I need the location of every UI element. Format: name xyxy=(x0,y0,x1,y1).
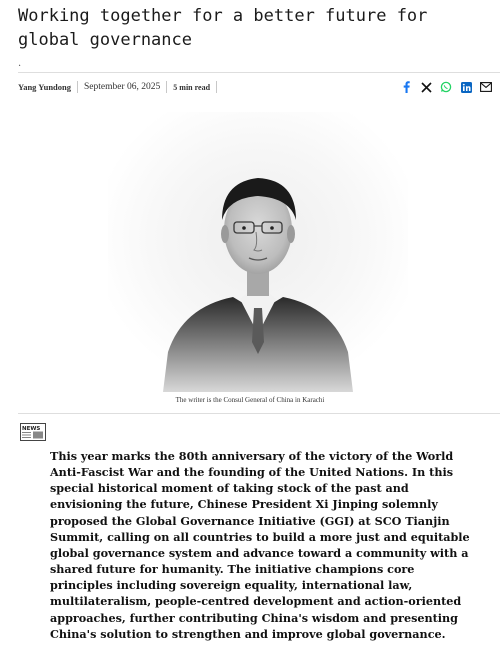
x-icon[interactable] xyxy=(416,79,436,95)
article-title: Working together for a better future for global governance xyxy=(18,6,428,50)
facebook-icon[interactable] xyxy=(396,79,416,95)
meta-separator xyxy=(77,81,78,93)
read-time: 5 min read xyxy=(173,82,211,92)
meta-separator xyxy=(216,81,217,93)
linkedin-icon[interactable] xyxy=(456,79,476,95)
whatsapp-icon[interactable] xyxy=(436,79,456,95)
title-dot: . xyxy=(18,58,22,69)
news-badge-label: NEWS xyxy=(22,426,41,432)
author-name[interactable]: Yang Yundong xyxy=(18,82,72,92)
caption-divider xyxy=(18,413,500,414)
article-meta xyxy=(18,80,223,94)
publish-date: September 06, 2025 xyxy=(84,82,161,92)
author-photo xyxy=(18,102,500,392)
article-paragraph: This year marks the 80th anniversary of the victory of the World Anti-Fascist War and the founding of the United Nations. In this special historical moment of taking stock of the past and envisioning the future, Chinese President Xi Jinping solemnly proposed the Global Governance Initiative (GGI) at SCO Tianjin Summit, calling on all countries to build a more just and equitable global governance system and advance toward a community with a shared future for humanity. The initiative champions core principles including sovereign equality, international law, multilateralism, people-centred development and action-oriented approaches, further contributing China's wisdom and presenting China's solution to strengthen and improve global governance. xyxy=(50,449,470,641)
share-bar xyxy=(396,79,496,95)
newspaper-icon xyxy=(20,423,46,441)
meta-separator xyxy=(166,81,167,93)
photo-caption: The writer is the Consul General of China in Karachi xyxy=(175,396,325,404)
email-icon[interactable] xyxy=(476,79,496,95)
meta-divider xyxy=(18,72,500,73)
